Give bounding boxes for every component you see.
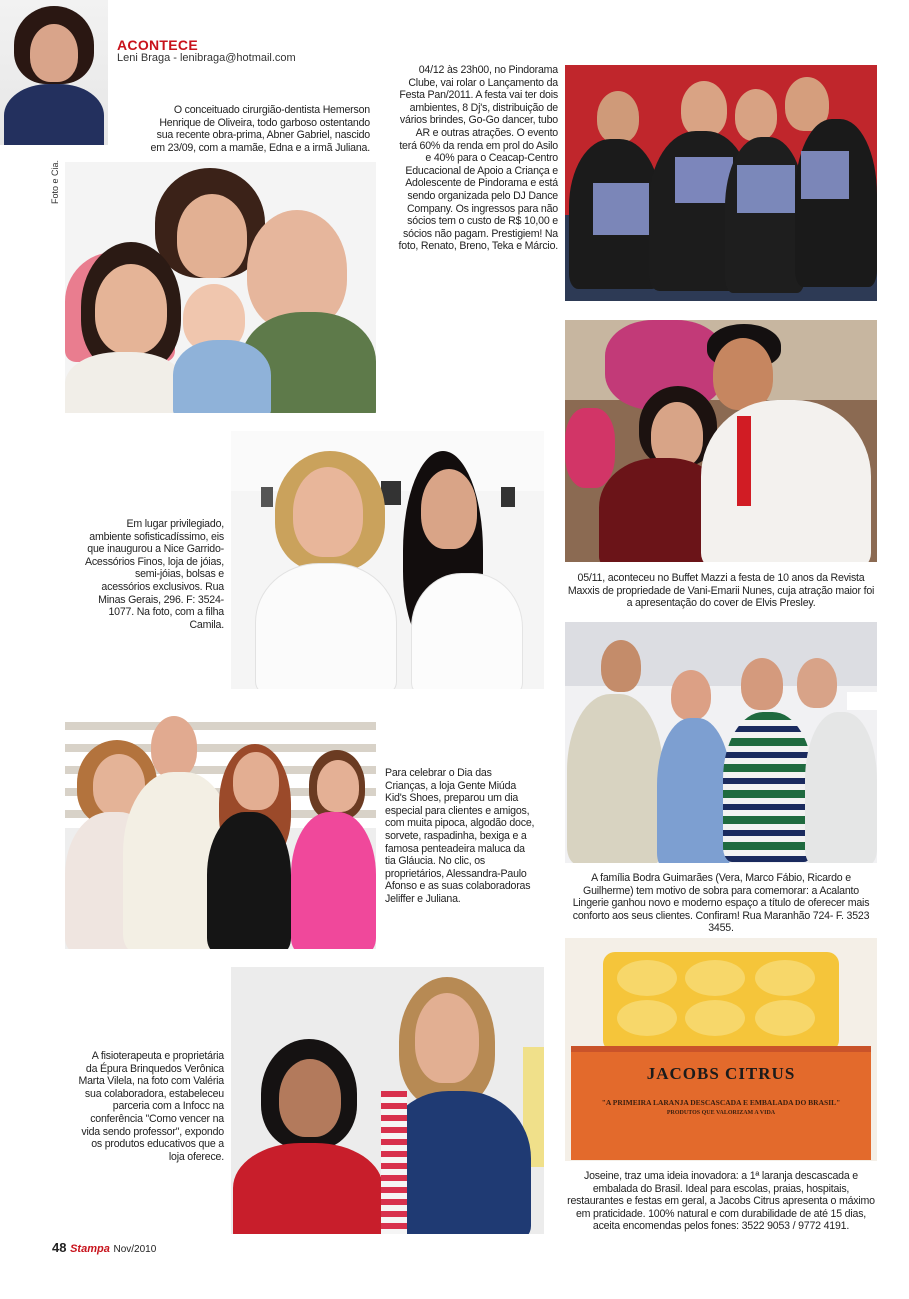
photo-party-group bbox=[565, 65, 877, 301]
columnist-photo bbox=[0, 0, 108, 145]
magazine-name: Stampa bbox=[70, 1243, 110, 1255]
caption-party: 04/12 às 23h00, no Pindorama Clube, vai rolar o Lançamento da Festa Pan/2011. A festa vai ter dois ambientes, 8 Dj's, distribuição de vários brindes, Go-Go dancer, tubo AR e outras atrações. O evento terá 60% da renda em prol do Asilo e 40% para o Ceacap-Centro Educacional de Apoio a Criança e Adolescente de Pindorama e está sendo organizada pelo DJ Dance Company. Os ingressos para não sócios tem o custo de R$ 10,00 e sócios não pagam. Prestigiem! Na foto, Renato, Breno, Teka e Márcio. bbox=[398, 64, 558, 253]
issue-date: Nov/2010 bbox=[113, 1244, 157, 1255]
section-title: ACONTECE bbox=[117, 37, 198, 53]
caption-buffet: 05/11, aconteceu no Buffet Mazzi a festa de 10 anos da Revista Maxxis de propriedade de Vani-Emarii Nunes, cuja atração maior foi a apresentação do cover de Elvis Presley. bbox=[567, 572, 875, 610]
photo-shoe-store bbox=[65, 708, 376, 949]
photo-toy-store bbox=[231, 967, 544, 1234]
caption-baby: O conceituado cirurgião-dentista Hemerson Henrique de Oliveira, todo garboso ostentando sua recente obra-prima, Abner Gabriel, nascido em 23/09, com a mamãe, Edna e a irmã Juliana. bbox=[150, 104, 370, 154]
page-number: 48 bbox=[52, 1240, 67, 1255]
caption-shoe-store: Para celebrar o Dia das Crianças, a loja Gente Miúda Kid's Shoes, preparou um dia especial para clientes e amigos, com muita pipoca, algodão doce, sorvete, raspadinha, bexiga e a famosa penteadeira maluca da tia Gláucia. No clic, os proprietários, Alessandra-Paulo Afonso e as suas colaboradoras Jeliffer e Juliana. bbox=[385, 767, 535, 905]
caption-citrus: Joseine, traz uma ideia inovadora: a 1ª laranja descascada e embalada do Brasil. Ideal para escolas, praias, hospitais, restaurantes e festas em geral, a Jacobs Citrus apresenta o máximo em praticidade. 100% natural e com durabilidade de até 15 dias, aceita encomendas pelos fones: 3522 9053 / 9772 4191. bbox=[567, 1170, 875, 1233]
caption-store: Em lugar privilegiado, ambiente sofisticadíssimo, eis que inaugurou a Nice Garrido-Acessórios Finos, loja de jóias, semi-jóias, bolsas e acessórios exclusivos. Rua Minas Gerais, 296. F: 3524-1077. Na foto, com a filha Camila. bbox=[84, 518, 224, 631]
photo-family-lingerie bbox=[565, 622, 877, 863]
photo-citrus-box bbox=[565, 938, 877, 1161]
photo-store-mother-daughter bbox=[231, 431, 544, 689]
citrus-slogan: "A PRIMEIRA LARANJA DESCASCADA E EMBALADA DO BRASIL" bbox=[601, 1098, 841, 1107]
caption-family-lingerie: A família Bodra Guimarães (Vera, Marco Fábio, Ricardo e Guilherme) tem motivo de sobra para comemorar: a Acalanto Lingerie ganhou novo e moderno espaço a título de oferecer mais conforto aos seus clientes. Confiram! Rua Maranhão 724- F. 3523 3455. bbox=[572, 872, 870, 935]
author-byline: Leni Braga - lenibraga@hotmail.com bbox=[117, 52, 296, 64]
photo-buffet-couple bbox=[565, 320, 877, 562]
photo-credit: Foto e Cia. bbox=[50, 159, 60, 204]
page-folio bbox=[52, 1240, 156, 1255]
citrus-tagline: PRODUTOS QUE VALORIZAM A VIDA bbox=[666, 1110, 776, 1116]
caption-toy-store: A fisioterapeuta e proprietária da Épura Brinquedos Verônica Marta Vilela, na foto com Valéria sua colaboradora, estabeleceu parceria com a Infocc na conferência "Como vencer na vida sendo professor", expondo os produtos educativos que a loja oferece. bbox=[78, 1050, 224, 1163]
photo-family-baby bbox=[65, 162, 376, 413]
citrus-brand-label: JACOBS CITRUS bbox=[646, 1064, 796, 1083]
